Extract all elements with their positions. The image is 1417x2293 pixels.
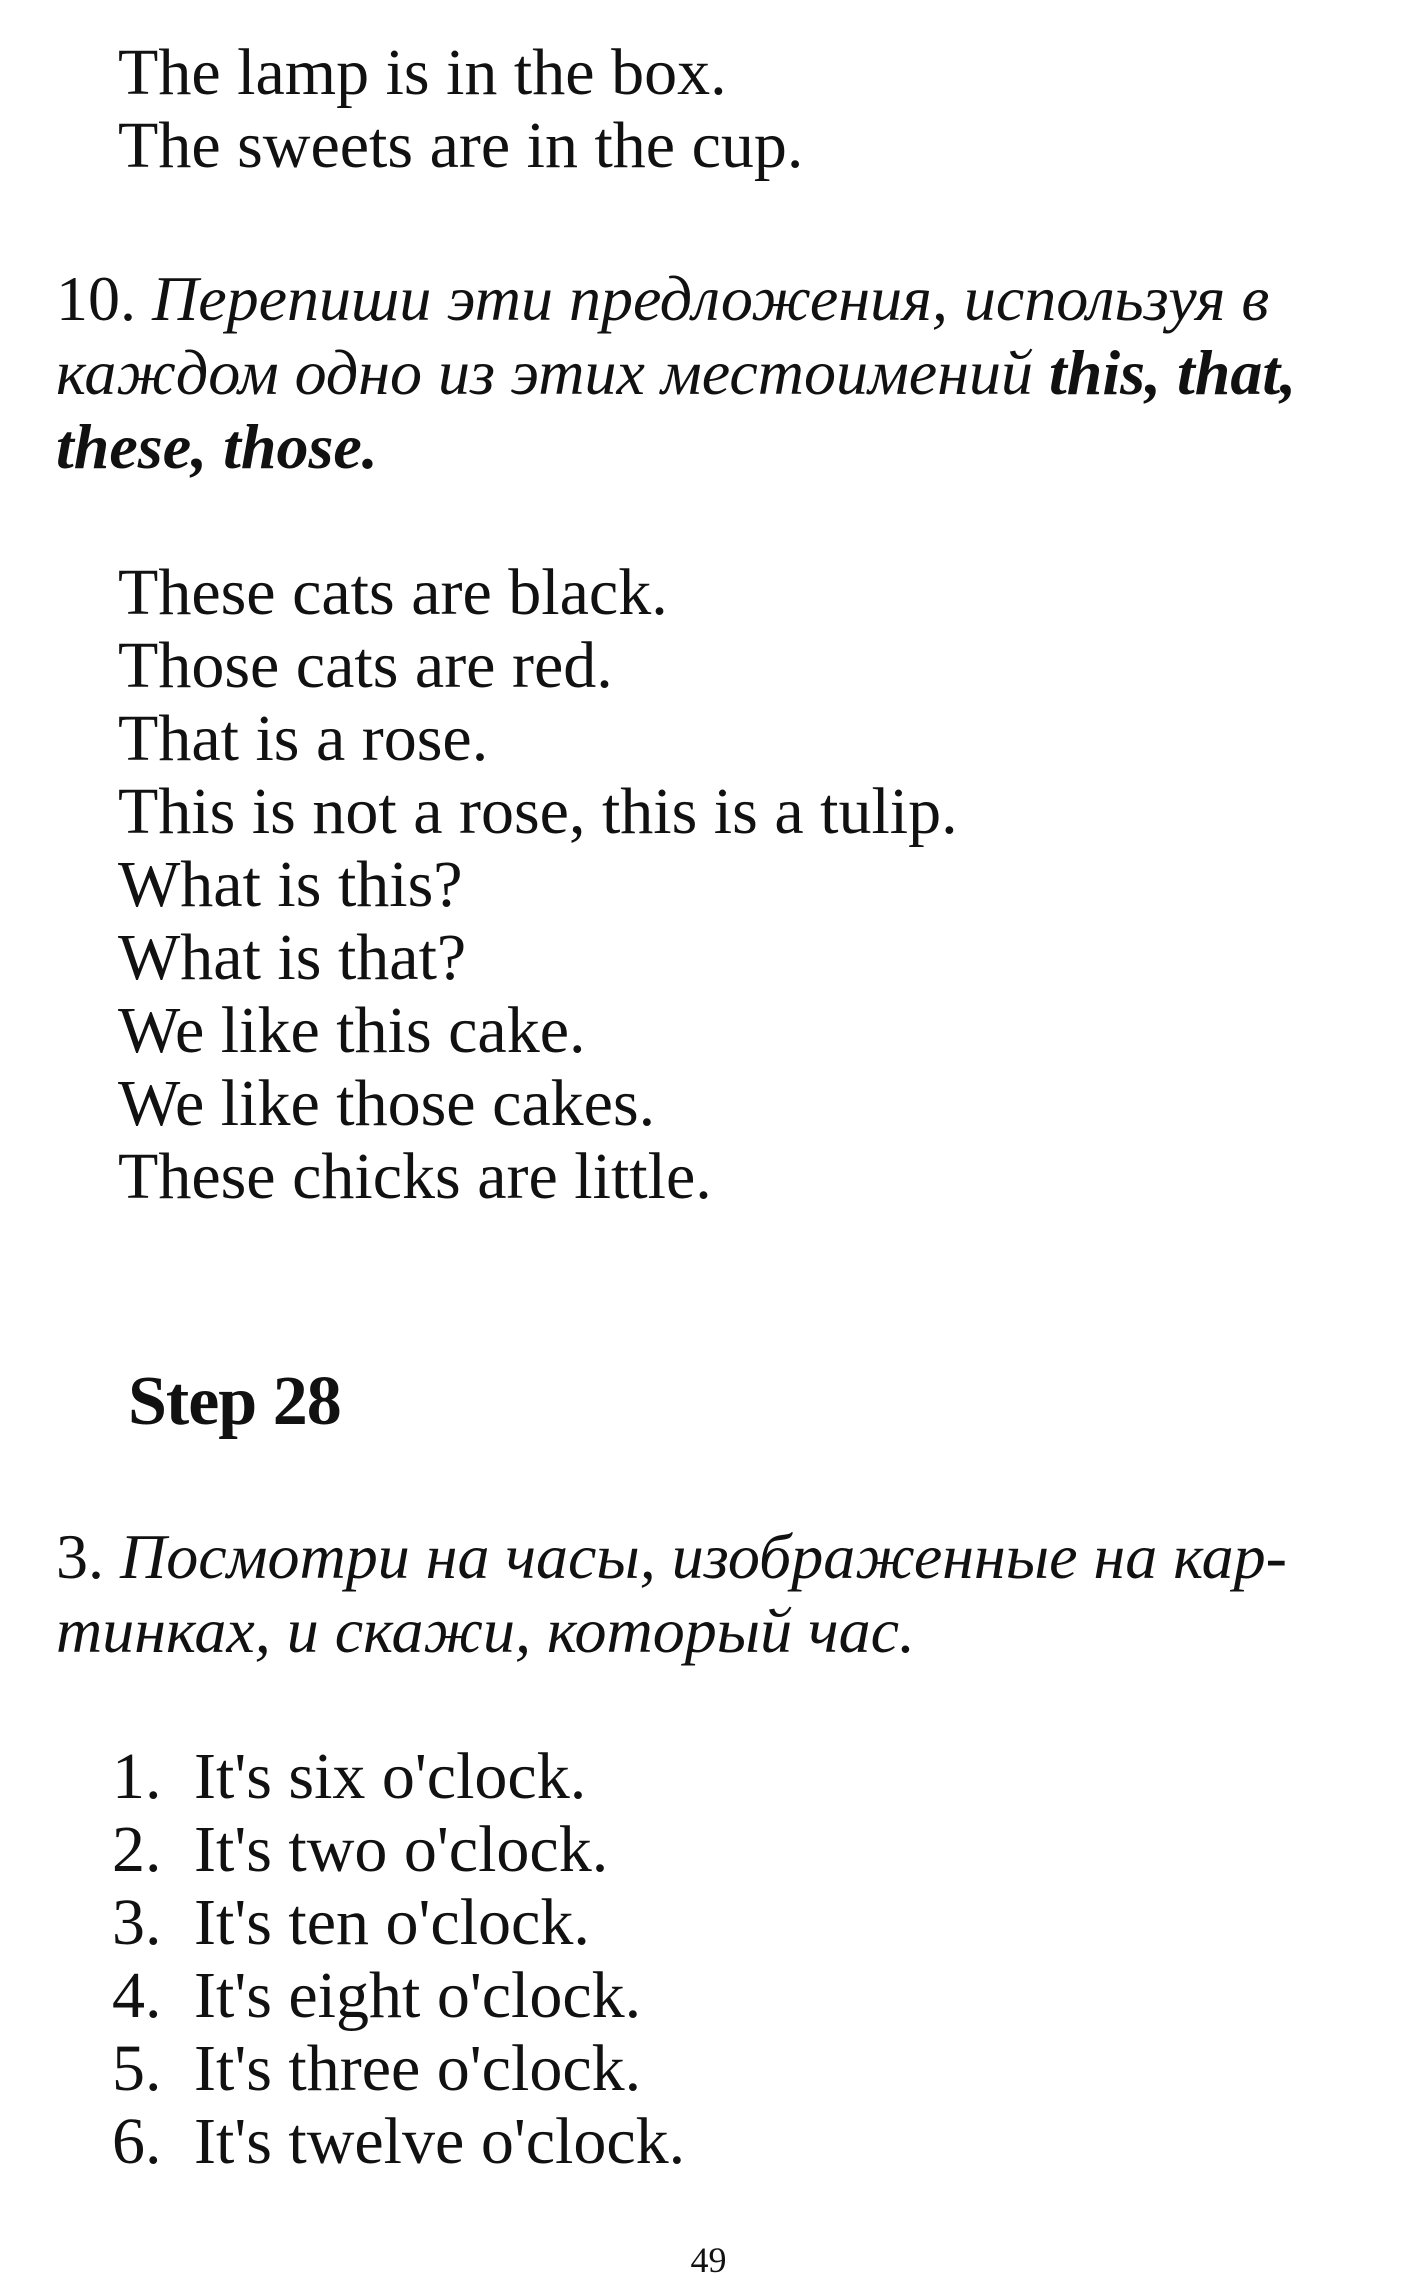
- step-heading: Step 28: [128, 1363, 341, 1440]
- answer-line: These chicks are little.: [118, 1140, 712, 1213]
- answer-line: Those cats are red.: [118, 629, 613, 702]
- list-item: [112, 1740, 586, 1814]
- list-item: [112, 1813, 608, 1887]
- answer-line: We like this cake.: [118, 994, 586, 1067]
- page-number: 49: [690, 2240, 727, 2280]
- list-item: [112, 1959, 641, 2033]
- answer-line: What is this?: [118, 848, 463, 921]
- list-item-text: It's eight o'clock.: [194, 1959, 642, 2032]
- task-3-line-2: [56, 1594, 1374, 1668]
- instruction-text: Посмотри на часы, изображенные на кар-: [120, 1521, 1287, 1592]
- instruction-text: Перепиши эти предложения, используя в: [152, 263, 1270, 334]
- task-3-line-1: [56, 1520, 1374, 1594]
- task-10-line-1: [56, 262, 1374, 336]
- pronoun-keywords: this, that,: [1048, 337, 1297, 408]
- list-item-text: It's ten o'clock.: [194, 1886, 590, 1959]
- answer-line: What is that?: [118, 921, 467, 994]
- instruction-text: каждом одно из этих местоимений: [56, 337, 1049, 408]
- list-item-text: It's twelve o'clock.: [194, 2105, 686, 2178]
- task-number: 3.: [56, 1521, 104, 1592]
- list-item: [112, 2105, 685, 2179]
- instruction-text: тинках, и скажи, который час.: [56, 1595, 915, 1666]
- list-item-text: It's six o'clock.: [194, 1740, 587, 1813]
- task-10-line-2: [56, 336, 1374, 410]
- list-item-number: 2.: [112, 1813, 162, 1886]
- list-item-number: 6.: [112, 2105, 162, 2178]
- list-item: [112, 2032, 641, 2106]
- task-10-instruction: [56, 262, 1374, 484]
- answer-line: We like those cakes.: [118, 1067, 656, 1140]
- answer-line: That is a rose.: [118, 702, 489, 775]
- list-item-number: 5.: [112, 2032, 162, 2105]
- list-item-number: 1.: [112, 1740, 162, 1813]
- task-10-line-3: [56, 410, 1374, 484]
- list-item: [112, 1886, 590, 1960]
- pronoun-keywords: these, those.: [56, 411, 378, 482]
- answer-line: These cats are black.: [118, 556, 668, 629]
- sentence-line: The lamp is in the box.: [118, 36, 727, 109]
- list-item-text: It's two o'clock.: [194, 1813, 609, 1886]
- list-item-text: It's three o'clock.: [194, 2032, 642, 2105]
- task-number: 10.: [56, 263, 136, 334]
- answer-line: This is not a rose, this is a tulip.: [118, 775, 958, 848]
- sentence-line: The sweets are in the cup.: [118, 109, 804, 182]
- list-item-number: 3.: [112, 1886, 162, 1959]
- list-item-number: 4.: [112, 1959, 162, 2032]
- task-3-instruction: [56, 1520, 1374, 1668]
